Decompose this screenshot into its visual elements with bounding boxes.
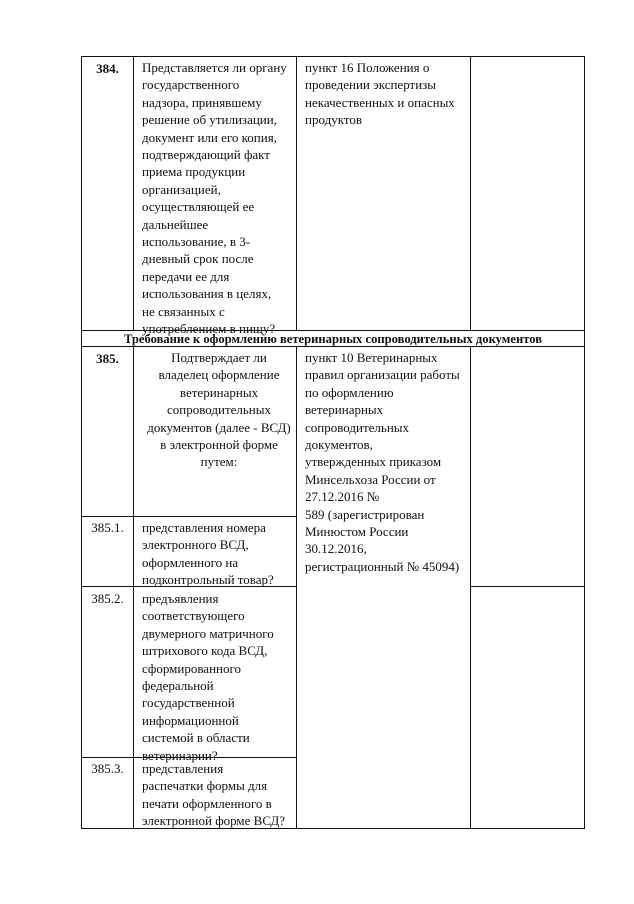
table-col-divider-2b (296, 346, 297, 828)
legal-basis-text: пункт 10 Ветеринарных правил организации работы по оформлению ветеринарных сопроводительных документов, утвержденных приказом Минсельхоза России от 27.12.2016 № 589 (зарегистрирован Минюстом России 30.12.2016, регистрационный № 45094) (305, 350, 460, 574)
answer-cell[interactable] (471, 57, 584, 330)
legal-basis-text: пункт 16 Положения о проведении экспертизы некачественных и опасных продуктов (305, 60, 455, 128)
question-text: предъявления соответствующего двумерного матричного штрихового кода ВСД, сформированного федеральной государственной информационной системой в области ветеринарии? (142, 591, 274, 763)
table-col-divider-2 (296, 56, 297, 330)
table-border-right (584, 56, 585, 828)
question-text: представления распечатки формы для печати оформленного в электронной форме ВСД? (142, 761, 286, 829)
section-title: Требование к оформлению ветеринарных сопроводительных документов (123, 332, 543, 346)
question-text: Представляется ли органу государственного надзора, принявшему решение об утилизации, документ или его копия, подтверждающий факт приема продукции организацией, осуществляющей ее дальнейшее использование, в 3- дневный срок после передачи ее для использования в целях, не связанных с употреблением в пищу? (142, 60, 287, 337)
row-385-bottom (81, 516, 296, 517)
row-number: 385.1. (91, 520, 124, 535)
row-number: 384. (96, 61, 119, 76)
answer-cell[interactable] (471, 587, 584, 828)
table-col-divider-1 (133, 56, 134, 330)
question-text: Подтверждает ли владелец оформление ветеринарных сопроводительных документов (далее - ВСД) в электронной форме путем: (147, 350, 291, 470)
row-number: 385.2. (91, 591, 124, 606)
row-number: 385.3. (91, 761, 124, 776)
answer-cell[interactable] (471, 347, 584, 586)
table-col-divider-1b (133, 346, 134, 828)
row-number: 385. (96, 351, 119, 366)
table-border-left (81, 56, 82, 828)
question-text: представления номера электронного ВСД, оформленного на подконтрольный товар? (142, 520, 274, 588)
